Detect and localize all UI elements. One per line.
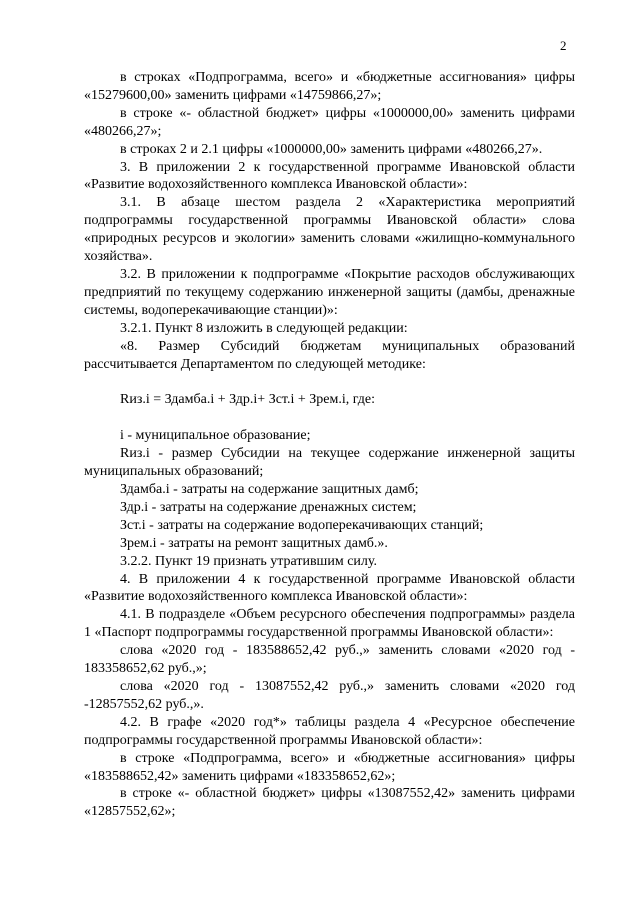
paragraph: 3.2. В приложении к подпрограмме «Покрытие расходов обслуживающих предприятий по текущему содержанию инженерной защиты (дамбы, дренажные системы, водоперекачивающие станции)»: [84, 266, 575, 318]
paragraph: Rиз.i = Здамба.i + Здр.i+ Зст.i + Зрем.i, где: [120, 392, 376, 408]
paragraph: в строке «Подпрограмма, всего» и «бюджетные ассигнования» цифры «183588652,42» заменить цифрами «183358652,62»; [84, 750, 575, 784]
paragraph: Зрем.i - затраты на ремонт защитных дамб.». [120, 535, 388, 551]
paragraph: Здр.i - затраты на содержание дренажных систем; [120, 499, 417, 515]
page-number: 2 [560, 38, 567, 53]
paragraph: 4.2. В графе «2020 год*» таблицы раздела 4 «Ресурсное обеспечение подпрограммы государственной программы Ивановской области»: [84, 714, 575, 748]
paragraph: в строке «- областной бюджет» цифры «1000000,00» заменить цифрами «480266,27»; [84, 105, 575, 139]
paragraph: 4. В приложении 4 к государственной программе Ивановской области «Развитие водохозяйственного комплекса Ивановской области»: [84, 571, 575, 605]
paragraph: 3.2.1. Пункт 8 изложить в следующей редакции: [120, 320, 408, 336]
paragraph: i - муниципальное образование; [120, 428, 311, 444]
paragraph: Зст.i - затраты на содержание водоперекачивающих станций; [120, 517, 484, 533]
paragraph: слова «2020 год - 13087552,42 руб.,» заменить словами «2020 год -12857552,62 руб.,». [84, 679, 575, 712]
document-body [84, 69, 575, 821]
paragraph: 3. В приложении 2 к государственной программе Ивановской области «Развитие водохозяйственного комплекса Ивановской области»: [84, 159, 575, 193]
paragraph: Rиз.i - размер Субсидии на текущее содержание инженерной защиты муниципальных образований; [84, 446, 575, 480]
paragraph: в строках 2 и 2.1 цифры «1000000,00» заменить цифрами «480266,27». [120, 141, 543, 157]
paragraph: 4.1. В подразделе «Объем ресурсного обеспечения подпрограммы» раздела 1 «Паспорт подпрограммы государственной программы Ивановской области»: [84, 607, 575, 641]
paragraph: Здамба.i - затраты на содержание защитных дамб; [120, 482, 419, 498]
paragraph-spacer [84, 409, 575, 427]
paragraph: в строках «Подпрограмма, всего» и «бюджетные ассигнования» цифры «15279600,00» заменить цифрами «14759866,27»; [84, 70, 575, 103]
paragraph: слова «2020 год - 183588652,42 руб.,» заменить словами «2020 год - 183358652,62 руб.,»; [84, 643, 575, 677]
paragraph: 3.1. В абзаце шестом раздела 2 «Характеристика мероприятий подпрограммы государственной программы Ивановской области» слова «природных ресурсов и экологии» заменить словами «жилищно-коммунального хозяйства». [84, 195, 575, 265]
paragraph-spacer [84, 373, 575, 391]
paragraph: в строке «- областной бюджет» цифры «13087552,42» заменить цифрами «12857552,62»; [84, 786, 575, 820]
paragraph: «8. Размер Субсидий бюджетам муниципальных образований рассчитывается Департаментом по следующей методике: [84, 338, 575, 372]
paragraph: 3.2.2. Пункт 19 признать утратившим силу. [120, 553, 377, 569]
